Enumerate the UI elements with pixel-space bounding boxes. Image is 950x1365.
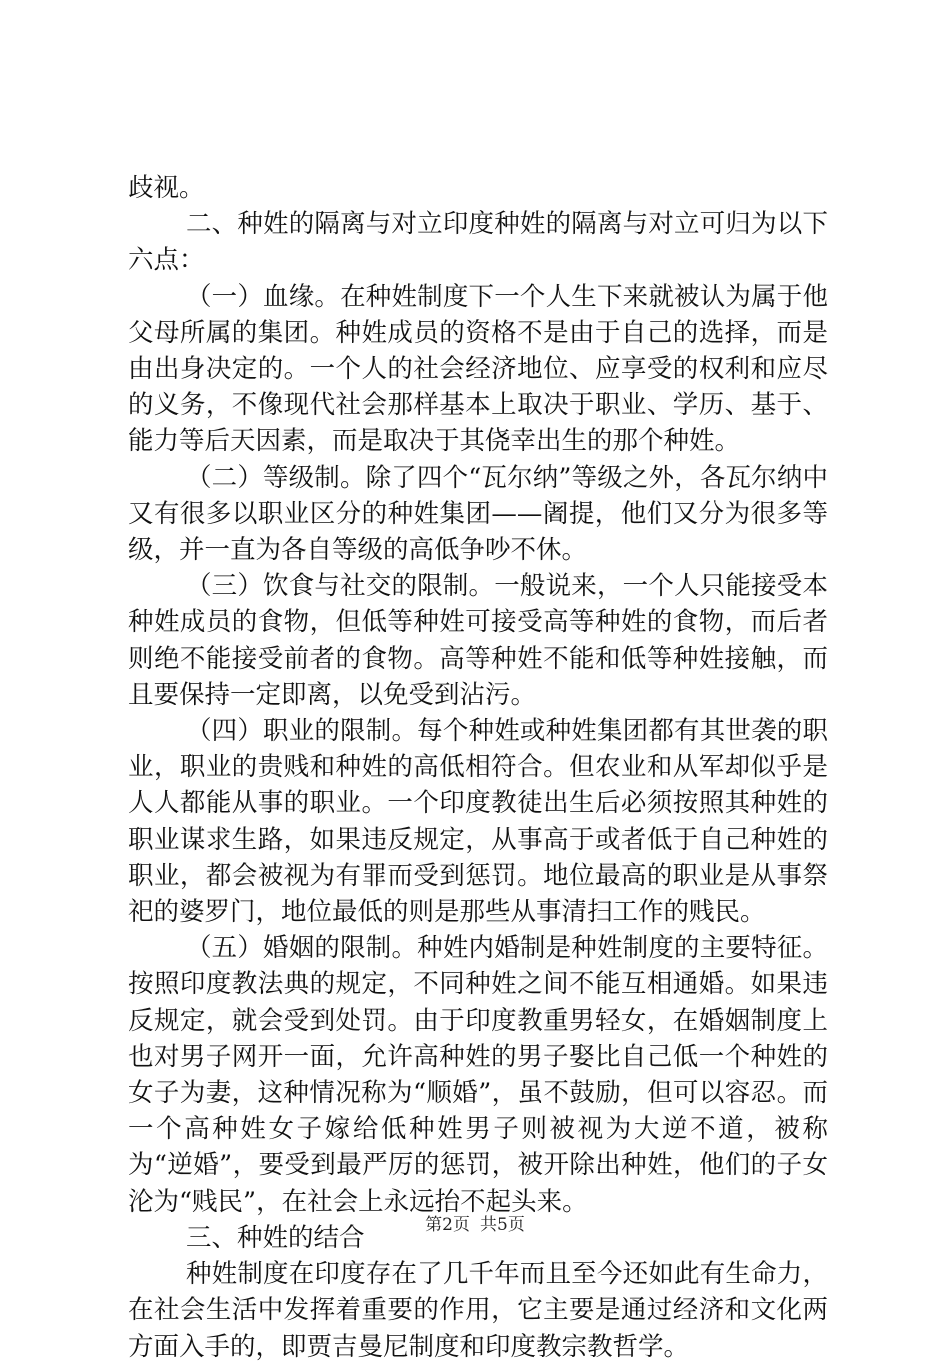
paragraph-occupation: （四）职业的限制。每个种姓或种姓集团都有其世袭的职业，职业的贵贱和种姓的高低相符合。但农业和从军却似乎是人人都能从事的职业。一个印度教徒出生后必须按照其种姓的职业谋求生路，如果违反规定，从事高于或者低于自己种姓的职业，都会被视为有罪而受到惩罚。地位最高的职业是从事祭祀的婆罗门，地位最低的则是那些从事清扫工作的贱民。 — [128, 716, 828, 928]
page-number: 第2页 — [425, 1215, 470, 1235]
section-heading-two: 二、种姓的隔离与对立印度种姓的隔离与对立可归为以下六点： — [128, 209, 828, 276]
section-heading-three: 三、种姓的结合 — [186, 1222, 365, 1253]
paragraph-diet-social: （三）饮食与社交的限制。一般说来，一个人只能接受本种姓成员的食物，但低等种姓可接受高等种姓的食物，而后者则绝不能接受前者的食物。高等种姓不能和低等种姓接触，而且要保持一定即离，以免受到沾污。 — [128, 571, 828, 710]
document-body — [128, 170, 828, 1365]
paragraph-continuation: 歧视。 — [128, 173, 205, 203]
paragraph-combination: 种姓制度在印度存在了几千年而且至今还如此有生命力，在社会生活中发挥着重要的作用，它主要是通过经济和文化两方面入手的，即贾吉曼尼制度和印度教宗教哲学。 — [128, 1259, 828, 1362]
paragraph-marriage: （五）婚姻的限制。种姓内婚制是种姓制度的主要特征。按照印度教法典的规定，不同种姓之间不能互相通婚。如果违反规定，就会受到处罚。由于印度教重男轻女，在婚姻制度上也对男子网开一面，允许高种姓的男子娶比自己低一个种姓的女子为妻，这种情况称为“顺婚”，虽不鼓励，但可以容忍。而一个高种姓女子嫁给低种姓男子则被视为大逆不道，被称为“逆婚”，要受到最严厉的惩罚，被开除出种姓，他们的子女沦为“贱民”，在社会上永远抬不起头来。 — [128, 933, 828, 1217]
paragraph-bloodline: （一）血缘。在种姓制度下一个人生下来就被认为属于他父母所属的集团。种姓成员的资格不是由于自己的选择，而是由出身决定的。一个人的社会经济地位、应享受的权利和应尽的义务，不像现代社会那样基本上取决于职业、学历、基于、能力等后天因素，而是取决于其侥幸出生的那个种姓。 — [128, 281, 828, 457]
page-total: 共5页 — [480, 1215, 525, 1235]
paragraph-hierarchy: （二）等级制。除了四个“瓦尔纳”等级之外，各瓦尔纳中又有很多以职业区分的种姓集团——阇提，他们又分为很多等级，并一直为各自等级的高低争吵不休。 — [128, 462, 828, 566]
page-footer — [0, 1214, 950, 1236]
